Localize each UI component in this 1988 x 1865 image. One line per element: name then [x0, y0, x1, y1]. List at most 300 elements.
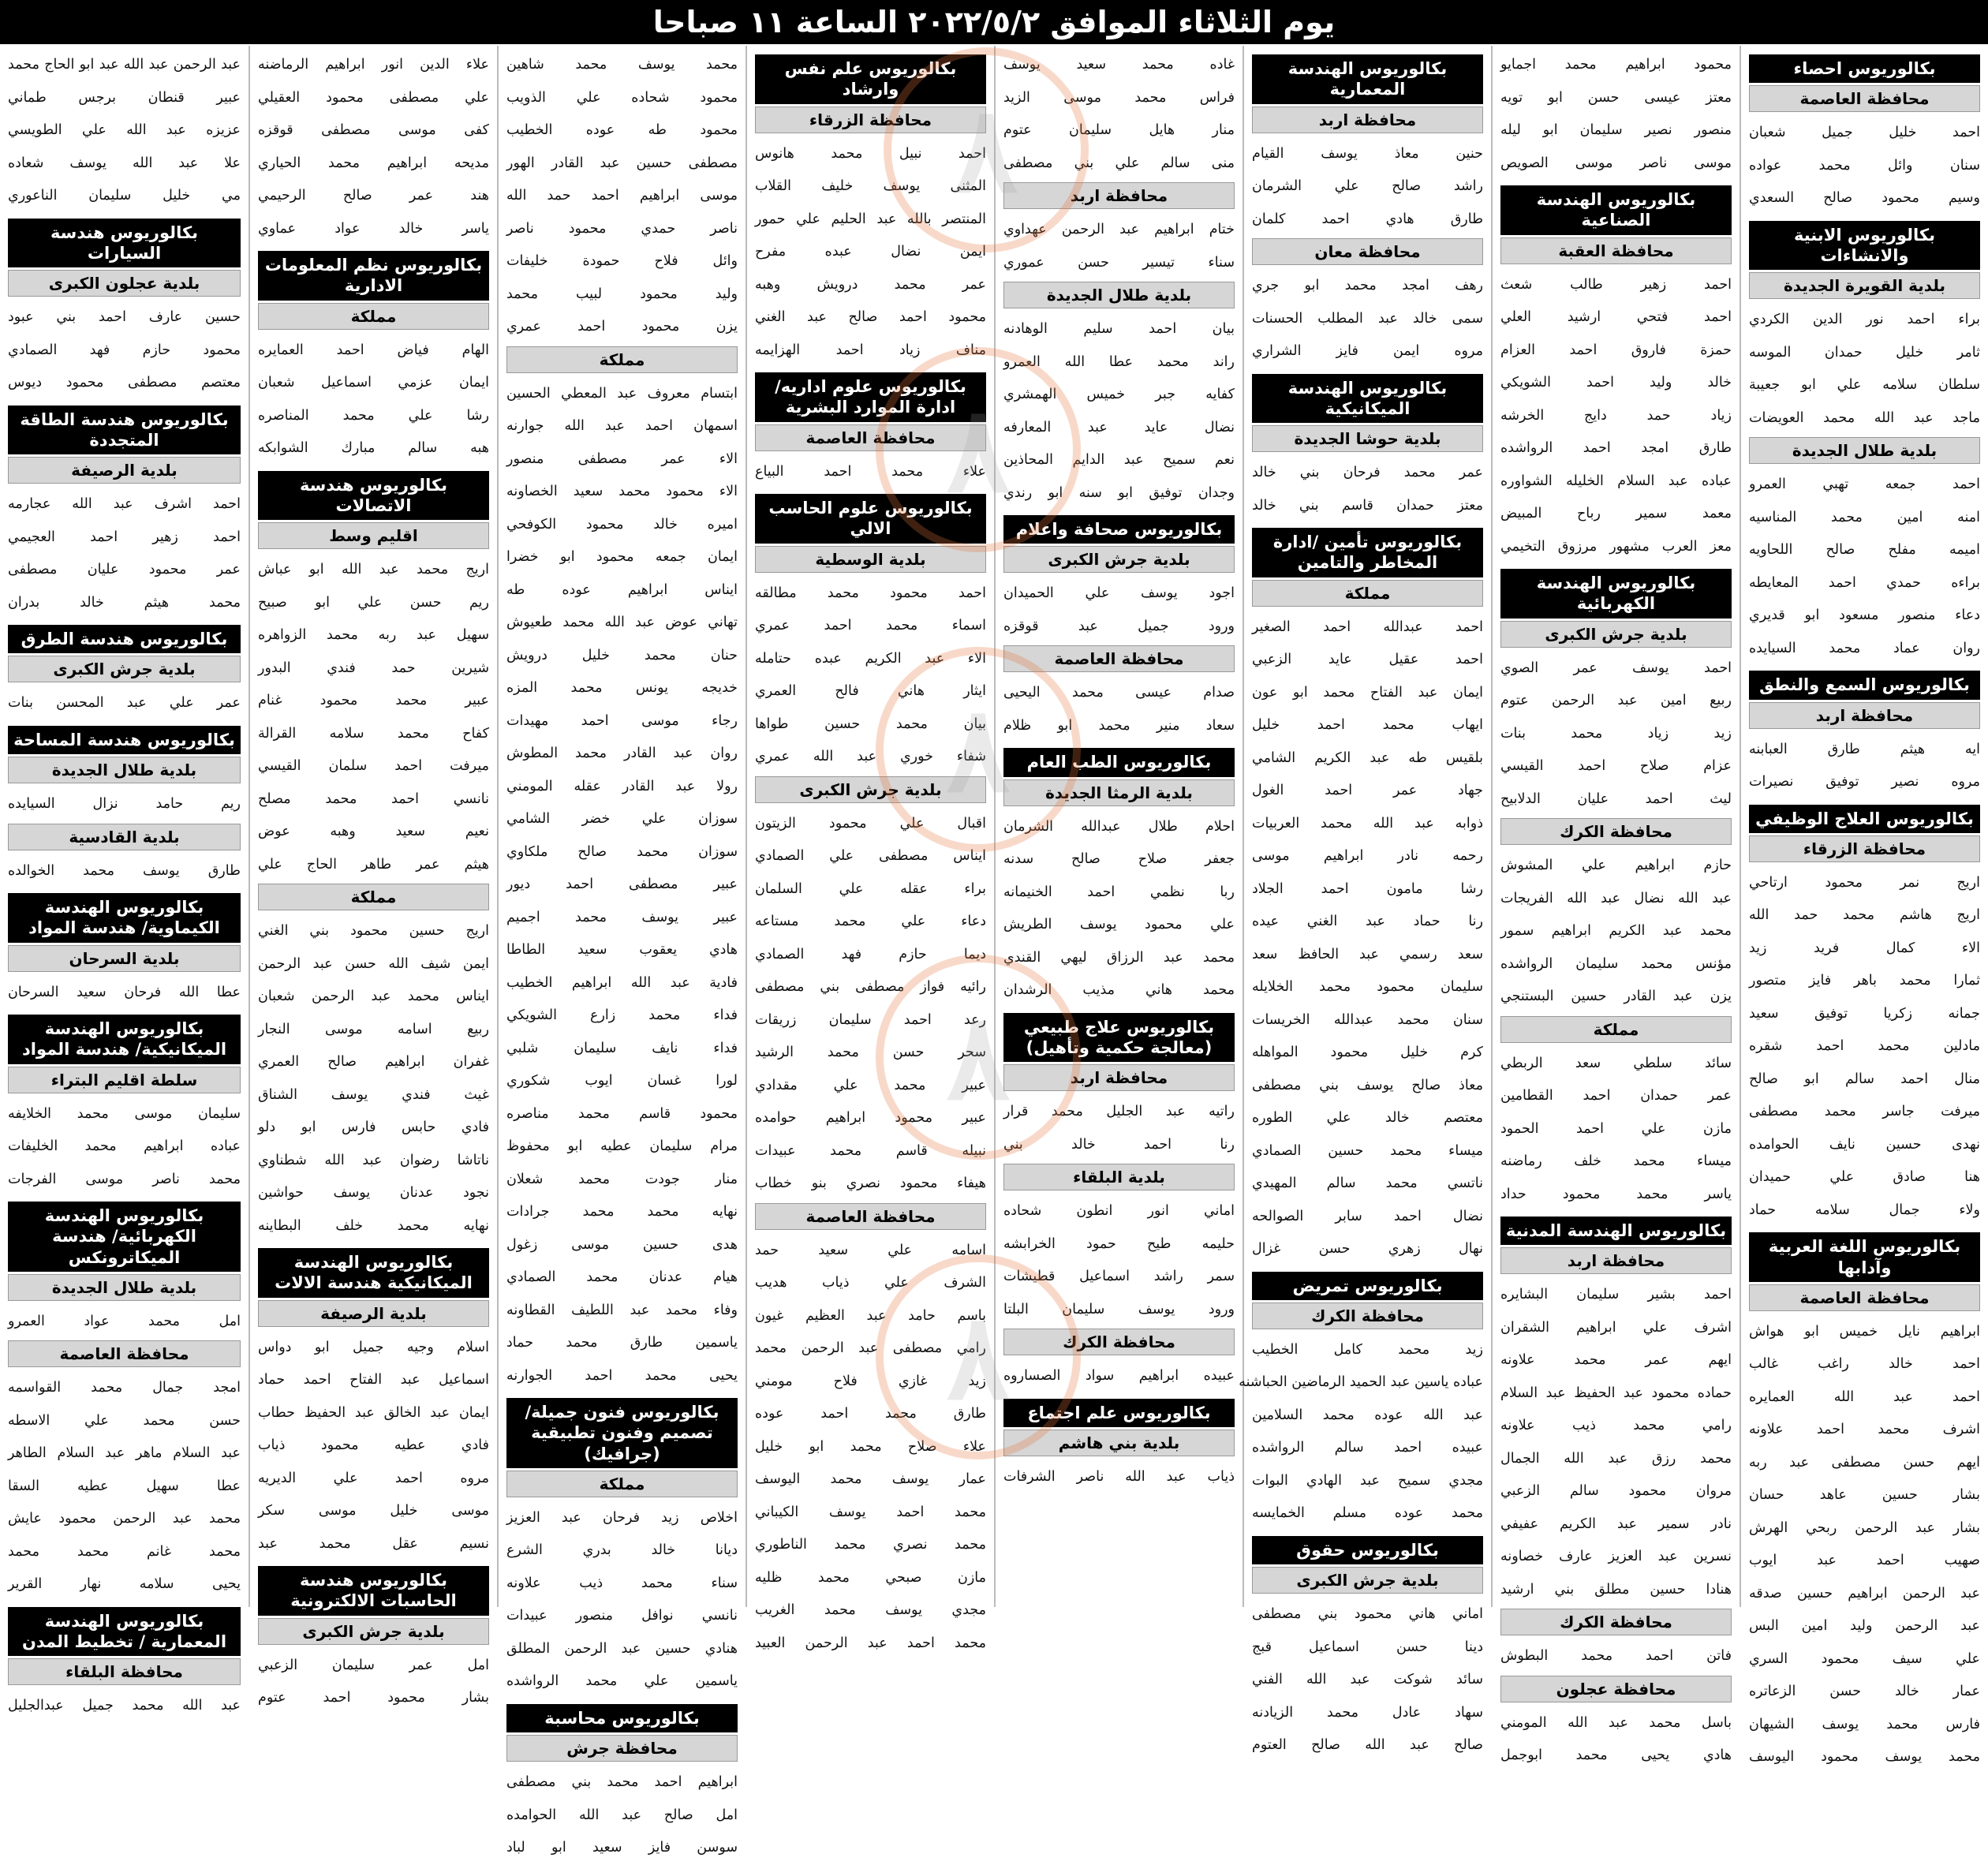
column-8: [0, 46, 248, 1714]
candidate-name: عمار خالد حسن الزعاتره: [1749, 1684, 1980, 1700]
candidate-name: جمانه زكريا توفيق سعيد: [1749, 1005, 1980, 1022]
region-subheading: بلدية جرش الكبرى: [1500, 621, 1732, 648]
candidate-name: محمد احمد عبد الرحمن العبيد: [755, 1635, 986, 1651]
candidate-name: مروه ايمن فايز الشراري: [1252, 343, 1483, 359]
candidate-name: دينا حسن اسماعيل قبج: [1252, 1639, 1483, 1655]
candidate-name: زيد محمد كامل الخطيب: [1252, 1341, 1483, 1358]
major-heading: بكالوريوس الهندسة الميكانيكية/ هندسة المواد: [8, 1015, 241, 1064]
major-heading: بكالوريوس علوم الحاسب الالي: [755, 494, 986, 544]
major-heading: بكالوريوس الطب العام: [1003, 748, 1235, 776]
candidate-name: راتيه عبد الجليل محمد قرار: [1003, 1104, 1235, 1119]
region-subheading: بلدية الرصيفة: [8, 457, 241, 484]
candidate-name: احمد محمود محمد مطالقه: [755, 585, 986, 601]
candidate-name: طارق هادي احمد كلمان: [1252, 211, 1483, 227]
candidate-name: محمد عبد الرحمن محمود عايش: [8, 1511, 241, 1527]
candidate-name: الاء عبد الكريم عبده حتامله: [755, 650, 986, 667]
candidate-name: ايمان عبد الفتاح محمد ابو عون: [1252, 684, 1483, 701]
candidate-name: نهدى حسين نايف الحوامده: [1749, 1136, 1980, 1153]
candidate-name: ماجد عبد الله محمد العويضات: [1749, 409, 1980, 426]
candidate-name: ايهم حسن مصطفى عبد ربه: [1749, 1454, 1980, 1471]
candidate-name: زيد زياد محمد بنات: [1500, 725, 1732, 742]
major-heading: بكالوريوس تمريض: [1252, 1272, 1483, 1300]
major-heading: بكالوريوس الهندسة الكهربائية/ هندسة الميكاترونكس: [8, 1202, 241, 1272]
major-heading: بكالوريوس الهندسة الكيماوية/ هندسة المواد: [8, 893, 241, 943]
region-subheading: محافظة الكرك: [1003, 1329, 1235, 1355]
candidate-name: يزن محمود احمد عمري: [506, 319, 738, 335]
candidate-name: بيان احمد سليم الوهادنه: [1003, 321, 1235, 337]
candidate-name: عبد الله محمد جميل عبدالجليل: [8, 1698, 241, 1714]
candidate-name: حازم ابراهيم علي المشوش: [1500, 858, 1732, 873]
candidate-name: محمد عوده مسلم الخمايسه: [1252, 1505, 1483, 1522]
candidate-name: ايثار هاني فالح العمري: [755, 683, 986, 699]
region-subheading: مملكة: [506, 346, 738, 373]
candidate-name: رامي محمد ذيب علاونه: [1500, 1418, 1732, 1434]
region-subheading: بلدية جرش الكبرى: [1003, 546, 1235, 573]
candidate-name: عبير محمد محمود غنام: [258, 693, 489, 708]
candidate-name: ابتسام معروف عبد المعطي الحسين: [506, 385, 738, 402]
region-subheading: بلدية السرحان: [8, 945, 241, 972]
candidate-name: نانسي نوافل منصور عبيدات: [506, 1608, 738, 1624]
candidate-name: عبيده ابراهيم سواد الصساروه: [1003, 1368, 1235, 1384]
candidate-name: اسمهان احمد عبد الله جوارنه: [506, 418, 738, 434]
candidate-name: ميرفت احمد سلمان القيسي: [258, 758, 489, 774]
region-subheading: بلدية الرمثا الجديدة: [1003, 779, 1235, 806]
candidate-name: ايمان عزمي اسماعيل شعبان: [258, 375, 489, 391]
candidate-name: دعاء منصور مسعود ابو قديري: [1749, 607, 1980, 624]
candidate-name: سعاد منير محمد ابو ظلام: [1003, 717, 1235, 734]
candidate-name: موسى ابراهيم احمد حمد الله: [506, 188, 738, 204]
candidate-name: اريج نمر محمود ارتاحي: [1749, 874, 1980, 891]
major-heading: بكالوريوس علم نفس وارشاد: [755, 54, 986, 104]
candidate-name: نضال احمد سابر الصوالحه: [1252, 1208, 1483, 1224]
major-heading: بكالوريوس هندسة الحاسبات الالكترونية: [258, 1566, 489, 1616]
candidate-name: رهف امجد محمد ابو جري: [1252, 278, 1483, 293]
candidate-name: ايمن نضال عبده مفرح: [755, 244, 986, 260]
candidate-name: رنا حماد عبد الغني عيده: [1252, 914, 1483, 929]
candidate-name: مروه احمد علي الديريه: [258, 1470, 489, 1486]
candidate-name: مروان محمود سالم الزعبي: [1500, 1483, 1732, 1500]
candidate-name: شفاء خوري عبد الله عمري: [755, 749, 986, 764]
candidate-name: امجد جمال محمد القواسمه: [8, 1380, 241, 1396]
candidate-name: جعفر صلاح صالح سدنه: [1003, 851, 1235, 867]
candidate-name: هيفاء محمود نصري بنو خطاب: [755, 1175, 986, 1191]
candidate-name: يحيى سلامه نهار القرير: [8, 1576, 241, 1593]
candidate-name: مجدي يوسف محمد الغريب: [755, 1602, 986, 1618]
candidate-name: براء عقله علي السلمان: [755, 880, 986, 897]
candidate-name: عبد السلام ماهر عبد السلام الطاهر: [8, 1445, 241, 1462]
region-subheading: محافظة البلقاء: [8, 1658, 241, 1685]
candidate-name: منال احمد سالم ابو صالح: [1749, 1071, 1980, 1087]
candidate-name: هنادي حسين عبد الرحمن المطلق: [506, 1640, 738, 1657]
candidate-name: نهال زهري حسن غزال: [1252, 1241, 1483, 1257]
candidate-name: سناء تيسير حسن عموري: [1003, 254, 1235, 271]
region-subheading: محافظة اربد: [1003, 182, 1235, 209]
candidate-name: الهام فياض احمد العمايره: [258, 342, 489, 358]
candidate-name: اسماء محمد احمد عمري: [755, 618, 986, 634]
candidate-name: ياسر محمد محمود حداد: [1500, 1186, 1732, 1202]
candidate-name: عبيده احمد سالم الرواشده: [1252, 1440, 1483, 1456]
candidate-name: منار هايل سليمان عتوم: [1003, 122, 1235, 138]
region-subheading: مملكة: [1500, 1016, 1732, 1043]
candidate-name: فداء نايف سليمان شلبي: [506, 1040, 738, 1056]
region-subheading: بلدية طلال الجديدة: [1749, 437, 1980, 464]
candidate-name: ختام ابراهيم عبد الرحمن عهداوي: [1003, 222, 1235, 237]
candidate-name: اماني انور انطون شحاده: [1003, 1203, 1235, 1219]
candidate-name: سائد سلطي سعد الربطي: [1500, 1055, 1732, 1071]
candidate-name: كفاح محمد سلامه القرالة: [258, 725, 489, 742]
candidate-name: رحمه نادر ابراهيم موسى: [1252, 848, 1483, 864]
candidate-name: طارق محمد احمد عوده: [755, 1406, 986, 1422]
major-heading: بكالوريوس الهندسة الصناعية: [1500, 185, 1732, 235]
candidate-name: ايمان عبد الخالق عبد الحفيظ حطاب: [258, 1404, 489, 1421]
candidate-name: اميره خالد محمود الكوفحي: [506, 516, 738, 533]
candidate-name: محمد هيثم خالد بدران: [8, 594, 241, 611]
candidate-name: احمد بشير سليمان البشايره: [1500, 1287, 1732, 1303]
major-heading: بكالوريوس الهندسة الميكانيكية هندسة الالات: [258, 1248, 489, 1298]
candidate-name: سلطان سلامه علي ابو جعيبة: [1749, 377, 1980, 394]
candidate-name: بشار محمود احمد عتوم: [258, 1690, 489, 1706]
region-subheading: بلدية البلقاء: [1003, 1164, 1235, 1190]
candidate-name: اريج حسين محمود بني الغني: [258, 923, 489, 939]
candidate-name: معتز حمدان قاسم بني خالد: [1252, 497, 1483, 514]
column-3: [1239, 46, 1491, 1753]
candidate-name: نانسي احمد محمد مصلح: [258, 790, 489, 807]
candidate-name: ريم حامد نزال السيايده: [8, 796, 241, 812]
candidate-name: هيثم عمر طاهر الحاج علي: [258, 856, 489, 873]
candidate-name: حنان محمد خليل درويش: [506, 647, 738, 663]
candidate-name: اقبال علي محمود الزيتون: [755, 815, 986, 832]
candidate-name: موسى ناصر موسى الصويص: [1500, 155, 1732, 171]
candidate-name: علي سيف محمود السري: [1749, 1650, 1980, 1667]
candidate-name: مناف زياد احمد الهزايمه: [755, 342, 986, 358]
region-subheading: سلطة اقليم البتراء: [8, 1067, 241, 1093]
major-heading: بكالوريوس نظم المعلومات الادارية: [258, 251, 489, 301]
candidate-name: علي محمود يوسف الطريش: [1003, 917, 1235, 932]
candidate-name: سوسن فايز سعيد ابو لباد: [506, 1840, 738, 1856]
region-subheading: بلدية جرش الكبرى: [755, 776, 986, 803]
candidate-name: نعم سميح عبد الدايم المحاذين: [1003, 452, 1235, 468]
candidate-name: عمر محمد درويش وهبه: [755, 276, 986, 293]
candidate-name: ريم حسن علي ابو صبيح: [258, 594, 489, 611]
candidate-name: حنين معاذ يوسف القيام: [1252, 145, 1483, 162]
candidate-name: سليمان موسى محمد الخلايفه: [8, 1105, 241, 1122]
region-subheading: بلدية حوشا الجديدة: [1252, 425, 1483, 452]
candidate-name: احمد جمعه تهبي العمرو: [1749, 477, 1980, 493]
candidate-name: محمد رزق عبد الله الجمال: [1500, 1450, 1732, 1467]
candidate-name: نسرين عبد العزيز عارف خصاونه: [1500, 1549, 1732, 1565]
major-heading: بكالوريوس هندسة الطرق: [8, 625, 241, 653]
candidate-name: رنا احمد خالد بني: [1003, 1136, 1235, 1153]
region-subheading: مملكة: [1252, 580, 1483, 607]
region-subheading: محافظة الكرك: [1500, 1609, 1732, 1635]
candidate-name: امل عمر سليمان الزعبي: [258, 1657, 489, 1673]
candidate-name: ميرفت جاسر محمد مصطفى: [1749, 1104, 1980, 1120]
candidate-name: فادية عبد الله ابراهيم الخطيب: [506, 974, 738, 991]
region-subheading: مملكة: [258, 303, 489, 330]
region-subheading: محافظة العاصمة: [1749, 85, 1980, 112]
candidate-name: سنان وائل محمد عواده: [1749, 157, 1980, 174]
candidate-name: مروه نصير توفيق نصيرات: [1749, 774, 1980, 790]
candidate-name: ثمارا محمد باهر فايز متصور: [1749, 973, 1980, 989]
candidate-name: سمر راشد اسماعيل قطيشات: [1003, 1269, 1235, 1284]
candidate-name: راند محمد عطا الله العمرو: [1003, 353, 1235, 370]
candidate-name: منار جودت محمد شعلان: [506, 1171, 738, 1187]
candidate-name: نهايه محمد خلف البطاينه: [258, 1217, 489, 1234]
region-subheading: بلدية الرصيفة: [258, 1300, 489, 1327]
candidate-name: ناتاشا رضوان عبد الله شطناوي: [258, 1152, 489, 1168]
candidate-name: هيام عدنان محمد الصمادي: [506, 1269, 738, 1285]
candidate-name: علي مصطفى محمود العقيلي: [258, 89, 489, 106]
candidate-name: حسين عارف احمد بني عبود: [8, 309, 241, 325]
region-subheading: بلدية بني هاشم: [1003, 1430, 1235, 1456]
candidate-name: اخلاص زيد فرحان عبد العزيز: [506, 1509, 738, 1526]
region-subheading: بلدية جرش الكبرى: [258, 1618, 489, 1645]
candidate-name: احمد عبدالله احمد الصغير: [1252, 619, 1483, 635]
candidate-name: احمد يوسف عمر الصوي: [1500, 660, 1732, 676]
columns-container: [0, 46, 1988, 1856]
candidate-name: اسماعيل عبد الفتاح احمد حماد: [258, 1372, 489, 1388]
candidate-name: حسن محمد علي الاسطه: [8, 1412, 241, 1429]
candidate-name: الاء محمود محمد سعيد الخصاونه: [506, 484, 738, 499]
candidate-name: ربيع اسامه موسى النجار: [258, 1021, 489, 1037]
candidate-name: اسامه علي سعيد حمد: [755, 1242, 986, 1258]
candidate-name: ذياب عبد الله ناصر الشرفات: [1003, 1468, 1235, 1485]
candidate-name: بيان محمد حسين طواها: [755, 716, 986, 732]
candidate-name: نسيم عقل محمد عبد: [258, 1535, 489, 1552]
candidate-name: ايهاب محمد احمد خليل: [1252, 717, 1483, 733]
candidate-name: هبه سالم مبارك الشوابكه: [258, 440, 489, 456]
major-heading: بكالوريوس الهندسة المعمارية: [1252, 54, 1483, 104]
candidate-name: مؤنس محمد سليمان الرواشده: [1500, 955, 1732, 972]
region-subheading: بلدية القادسية: [8, 824, 241, 850]
major-heading: بكالوريوس هندسة الاتصالات: [258, 471, 489, 521]
candidate-name: نضال عايد عبد المعارفه: [1003, 419, 1235, 435]
candidate-name: تهاني عوض عبد الله محمد طعيوش: [506, 615, 738, 630]
major-heading: بكالوريوس اللغة العربية وآدابها: [1749, 1232, 1980, 1282]
candidate-name: روان عماد محمد السيايده: [1749, 640, 1980, 656]
major-heading: بكالوريوس الابنية والانشاءات: [1749, 221, 1980, 271]
candidate-name: فادي حابس فارس ابو دلو: [258, 1119, 489, 1135]
major-heading: بكالوريوس الهندسة المعمارية / تخطيط المدن: [8, 1607, 241, 1657]
candidate-name: سناء محمد ذيب علاونه: [506, 1575, 738, 1591]
column-1: [1740, 46, 1988, 1766]
candidate-name: مازن صبحي محمد ظليه: [755, 1569, 986, 1586]
candidate-name: محمد يوسف محمود اليوسف: [1749, 1749, 1980, 1766]
candidate-name: وجدان توفيق ابو سنه ابو رندي: [1003, 484, 1235, 501]
major-heading: بكالوريوس الهندسة المدنية: [1500, 1217, 1732, 1245]
candidate-name: محمود قاسم محمد مناصره: [506, 1105, 738, 1122]
candidate-name: ايه هيثم طارق العبابنه: [1749, 741, 1980, 757]
major-heading: بكالوريوس السمع والنطق: [1749, 671, 1980, 699]
watermark-seal-icon: ٨: [876, 647, 1081, 852]
candidate-name: منى سالم علي بني مصطفى: [1003, 155, 1235, 171]
candidate-name: باسل محمد عبد الله المومني: [1500, 1714, 1732, 1731]
candidate-name: حمزة فاروق احمد العزام: [1500, 342, 1732, 358]
candidate-name: لورا غسان ايوب شكوري: [506, 1073, 738, 1089]
candidate-name: اجود يوسف علي الحميدان: [1003, 585, 1235, 602]
candidate-name: خالد وليد احمد الشويكي: [1500, 375, 1732, 391]
candidate-name: احمد فتحي ارشيد العلي: [1500, 309, 1732, 325]
candidate-name: اسلام وجيه جميل ابو دواس: [258, 1339, 489, 1355]
candidate-name: الاء كمال فريد زيد: [1749, 940, 1980, 956]
candidate-name: عطا سهيل عطيه السقا: [8, 1478, 241, 1494]
candidate-name: ناتسي محمد سالم المهيدي: [1252, 1175, 1483, 1191]
page-title: يوم الثلاثاء الموافق ٢٠٢٢/٥/٢ الساعة ١١ صباحا: [0, 0, 1988, 44]
candidate-name: نجود عدنان يوسف حواشين: [258, 1185, 489, 1201]
candidate-name: احمد عبد الله العمايره: [1749, 1388, 1980, 1405]
candidate-name: علا عبد الله يوسف شعاده: [8, 155, 241, 171]
candidate-name: غاده محمد سعيد يوسف: [1003, 57, 1235, 73]
column-5: [746, 46, 994, 1651]
candidate-name: براء احمد نور الدين الكردي: [1749, 312, 1980, 328]
candidate-name: خديجه يونس محمد المزه: [506, 680, 738, 696]
candidate-name: علاء صلاح محمد ابو خليل: [755, 1438, 986, 1455]
candidate-name: فارس محمد يوسف الشيهان: [1749, 1716, 1980, 1732]
candidate-name: ربا نظمي احمد الخنيمانه: [1003, 884, 1235, 900]
candidate-name: معتصم خالد علي الطوره: [1252, 1110, 1483, 1126]
region-subheading: محافظة اربد: [1252, 107, 1483, 133]
candidate-name: ايهم عمر محمد علاونه: [1500, 1352, 1732, 1369]
candidate-name: عزيزه عبد الله علي الطويسي: [8, 122, 241, 138]
candidate-name: اميمه مفلح صالح اللحاويه: [1749, 542, 1980, 559]
candidate-name: شيرين حمد فندي البدور: [258, 660, 489, 676]
candidate-name: زياد حمد دايج الخرشه: [1500, 407, 1732, 424]
candidate-name: المنتصر بالله عبد الحليم علي حمور: [755, 211, 986, 227]
region-subheading: محافظة الزرقاء: [1749, 835, 1980, 862]
candidate-name: عبد الرحمن وليد امين البس: [1749, 1618, 1980, 1635]
candidate-name: جهاد عمر احمد الغول: [1252, 783, 1483, 798]
candidate-name: هنا صادق علي حميدان: [1749, 1169, 1980, 1186]
candidate-name: بلقيس طه عبد الكريم الشامي: [1252, 749, 1483, 766]
candidate-name: نبيله قاسم محمد عبيدات: [755, 1142, 986, 1159]
candidate-name: صالح عبد الله صالح العتوم: [1252, 1737, 1483, 1753]
candidate-name: هادي يعقوب سعيد الطاطا: [506, 942, 738, 958]
candidate-name: سوزان علي خضر الشامي: [506, 811, 738, 827]
candidate-name: عباده ابراهيم محمد الخليفات: [8, 1138, 241, 1154]
candidate-name: امل محمد عواد العمرو: [8, 1313, 241, 1329]
watermark-seal-icon: ٨: [876, 1254, 1081, 1459]
candidate-name: ميساء محمد خلف رماضنه: [1500, 1153, 1732, 1169]
region-subheading: محافظة اربد: [1749, 702, 1980, 729]
candidate-name: عمر محمود عليان مصطفى: [8, 562, 241, 577]
candidate-name: غيث فندي يوسف الشناق: [258, 1086, 489, 1103]
region-subheading: محافظة اربد: [1003, 1064, 1235, 1091]
candidate-name: ولاء جمال سلامه حماد: [1749, 1202, 1980, 1218]
major-heading: بكالوريوس تأمين /ادارة المخاطر والتامين: [1252, 528, 1483, 577]
region-subheading: محافظة العاصمة: [755, 1203, 986, 1230]
candidate-name: رشا علي محمد المناصره: [258, 407, 489, 424]
candidate-name: ابراهيم احمد محمد بني مصطفى: [506, 1774, 738, 1790]
candidate-name: كرم خليل محمود المواهله: [1252, 1045, 1483, 1060]
candidate-name: ليث احمد عليان الدلابيح: [1500, 790, 1732, 807]
candidate-name: معمد سمير رباح المبيض: [1500, 506, 1732, 521]
region-subheading: محافظة جرش: [506, 1735, 738, 1762]
candidate-name: اريج هاشم محمد حمد الله: [1749, 907, 1980, 924]
candidate-name: محمد غانم محمد محمد: [8, 1543, 241, 1560]
candidate-name: وفاء محمد عبد اللطيف القطاونه: [506, 1302, 738, 1318]
candidate-name: علاء محمد احمد البياع: [755, 463, 986, 480]
candidate-name: ياسمين طارق محمد حماد: [506, 1335, 738, 1351]
candidate-name: اماني هاني محمود بني مصطفى: [1252, 1606, 1483, 1622]
major-heading: بكالوريوس هندسة المساحة: [8, 726, 241, 754]
major-heading: بكالوريوس علاج طبيعي (معالجة حكمية وتأهيل): [1003, 1013, 1235, 1063]
region-subheading: بلدية جرش الكبرى: [8, 656, 241, 682]
candidate-name: فاتن احمد محمد البطوش: [1500, 1648, 1732, 1665]
major-heading: بكالوريوس احصاء: [1749, 54, 1980, 83]
candidate-name: راشد صالح علي الشرمان: [1252, 178, 1483, 194]
region-subheading: بلدية القويرة الجديدة: [1749, 272, 1980, 299]
column-6: [497, 46, 746, 1856]
region-subheading: اقليم وسط: [258, 522, 489, 549]
candidate-name: مي خليل سليمان الناعوري: [8, 188, 241, 204]
region-subheading: محافظة اربد: [1500, 1247, 1732, 1274]
region-subheading: محافظة معان: [1252, 238, 1483, 265]
region-subheading: محافظة عجلون: [1500, 1676, 1732, 1702]
candidate-name: محمود احمد صالح عبد الغني: [755, 309, 986, 325]
column-2: [1491, 46, 1740, 1764]
candidate-name: محمد عبد الكريم ابراهيم سمور: [1500, 923, 1732, 939]
major-heading: بكالوريوس الهندسة الميكانيكية: [1252, 374, 1483, 424]
candidate-name: وسيم محمود صالح السعدي: [1749, 190, 1980, 207]
candidate-name: موسى خليل موسى سكر: [258, 1503, 489, 1519]
candidate-name: عباده ياسين عبد الحميد الرماضين الحباشنه: [1239, 1374, 1483, 1391]
candidate-name: عبير مصطفى احمد ديور: [506, 876, 738, 892]
region-subheading: محافظة العاصمة: [8, 1340, 241, 1367]
candidate-name: ورود جميل عبد قوقزه: [1003, 618, 1235, 634]
candidate-name: بشار حسين عاهد حسان: [1749, 1487, 1980, 1504]
candidate-name: المثنى يوسف خليف القلاب: [755, 178, 986, 194]
candidate-name: محمود حازم فهد الصمادي: [8, 342, 241, 358]
candidate-name: ورود يوسف سليمان البلتا: [1003, 1301, 1235, 1317]
candidate-name: احمد زهير احمد العجيمي: [8, 529, 241, 545]
major-heading: بكالوريوس الهندسة الكهربائية: [1500, 569, 1732, 619]
candidate-name: طارق يوسف محمد الخوالده: [8, 862, 241, 879]
region-subheading: محافظة العاصمة: [1749, 1284, 1980, 1311]
candidate-name: محمد نصري محمد الناطوري: [755, 1537, 986, 1553]
candidate-name: احمد زهير طالب شعث: [1500, 276, 1732, 293]
candidate-name: مرام سليمان عطيه ابو محفوظ: [506, 1138, 738, 1154]
candidate-name: رائيه فواز مصطفى بني مصطفى: [755, 979, 986, 995]
candidate-name: فراس محمد موسى الزيد: [1003, 89, 1235, 106]
column-4: [994, 46, 1242, 1607]
candidate-name: رشا مامون احمد الجلاد: [1252, 880, 1483, 897]
candidate-name: زيد غازي فلاح مومني: [755, 1373, 986, 1389]
candidate-name: ثامر خليل حمدان الموسه: [1749, 344, 1980, 361]
candidate-name: مجدي سميح عبد الهادي البوات: [1252, 1472, 1483, 1489]
candidate-name: امل صالح عبد الله الحوامده: [506, 1807, 738, 1823]
candidate-name: ربيع امين عبد الرحمن عتوم: [1500, 693, 1732, 708]
candidate-name: حماده محمود عبد الحفيظ عبد السلام: [1500, 1385, 1732, 1401]
candidate-name: براءه حمدي احمد المعايطه: [1749, 574, 1980, 591]
candidate-name: حليمه طيح حمود الخرابشه: [1003, 1235, 1235, 1252]
candidate-name: محمد ناصر موسى الفرجات: [8, 1171, 241, 1187]
candidate-name: غفران ابراهيم صالح العمري: [258, 1054, 489, 1070]
candidate-name: ديانا خالد بدري الشرع: [506, 1542, 738, 1559]
candidate-name: هدى حسين موسى زغول: [506, 1236, 738, 1253]
candidate-name: معتصم مصطفى محمود ديوس: [8, 375, 241, 391]
candidate-name: دعاء علي محمد مستاعه: [755, 914, 986, 929]
candidate-name: ياسر خالد عواد عماوي: [258, 220, 489, 237]
candidate-name: عمار يوسف محمد اليوسف: [755, 1471, 986, 1487]
candidate-name: فادي عطيه محمود ذياب: [258, 1437, 489, 1453]
region-subheading: محافظة الكرك: [1500, 818, 1732, 845]
candidate-name: عبد الله عوده محمد السلامين: [1252, 1407, 1483, 1423]
candidate-name: فداء محمد زارع الشويكي: [506, 1007, 738, 1023]
candidate-name: مازن علي احمد الحمود: [1500, 1120, 1732, 1137]
candidate-name: عمر علي عبد المحسن بنات: [8, 695, 241, 712]
major-heading: بكالوريوس هندسة الطاقة المتجددة: [8, 406, 241, 455]
region-subheading: بلدية طلال الجديدة: [1003, 282, 1235, 308]
